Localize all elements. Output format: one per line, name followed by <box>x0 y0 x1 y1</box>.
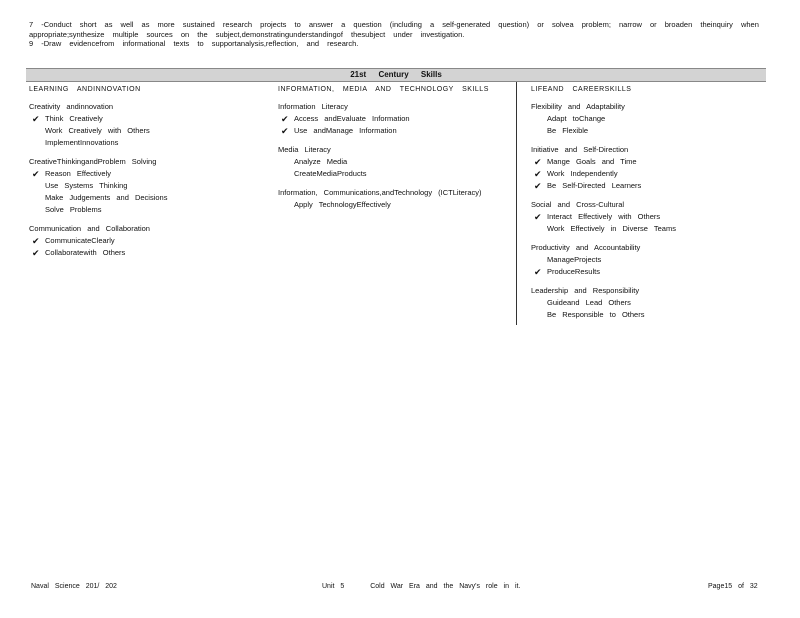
checkmark-icon: ✔ <box>534 267 542 277</box>
skill-item-label: Mange Goals and Time <box>547 157 637 166</box>
skill-group-title: Creativity andinnovation <box>29 102 114 111</box>
skill-group <box>278 145 508 180</box>
skill-item-label: Make Judgements and Decisions <box>45 193 168 202</box>
skill-item <box>29 113 269 125</box>
checkmark-icon: ✔ <box>32 236 40 246</box>
skill-item-label: Access andEvaluate Information <box>294 114 410 123</box>
skill-item <box>278 125 508 137</box>
skill-item-label: Be Self-Directed Learners <box>547 181 642 190</box>
skill-item-label: ImplementInnovations <box>45 138 119 147</box>
footer-unit <box>322 583 520 590</box>
standards-text <box>29 20 769 49</box>
checkmark-icon: ✔ <box>32 248 40 258</box>
checkmark-icon: ✔ <box>281 114 289 124</box>
column-learning-innovation <box>29 86 269 267</box>
checkmark-icon: ✔ <box>534 181 542 191</box>
footer-unit-title: Cold War Era and the Navy's role in it. <box>370 583 521 590</box>
skill-item-label: Work Effectively in Diverse Teams <box>547 224 676 233</box>
skills-table <box>26 68 766 327</box>
standard-line: 9 -Draw evidencefrom informational texts to supportanalysis,reflection, and research. <box>29 39 359 48</box>
checkmark-icon: ✔ <box>534 169 542 179</box>
skill-group-title: CreativeThinkingandProblem Solving <box>29 157 157 166</box>
skill-item-label: Work Creatively with Others <box>45 126 150 135</box>
skill-item-label: Use andManage Information <box>294 126 397 135</box>
standard-line: appropriate;synthesize multiple sources on the subject,demonstratingunderstandingof thesubject under investigation. <box>29 29 465 39</box>
skill-item <box>278 199 508 211</box>
skill-item-label: Adapt toChange <box>547 114 606 123</box>
skill-group-title: Communication and Collaboration <box>29 224 150 233</box>
skill-item <box>29 247 269 259</box>
checkmark-icon: ✔ <box>534 157 542 167</box>
column-life-career <box>531 86 761 329</box>
skill-item <box>531 168 761 180</box>
skill-item-label: Use Systems Thinking <box>45 181 128 190</box>
checkmark-icon: ✔ <box>534 212 542 222</box>
skill-group <box>531 243 761 278</box>
skill-group <box>531 102 761 137</box>
skill-item-label: Apply TechnologyEffectively <box>294 200 391 209</box>
table-title: 21st Century Skills <box>26 68 766 82</box>
skill-group-title: Flexibility and Adaptability <box>531 102 625 111</box>
skill-item-label: ManageProjects <box>547 255 602 264</box>
skill-item <box>531 309 761 321</box>
footer-page: Page15 of 32 <box>708 583 758 590</box>
skill-group <box>29 224 269 259</box>
skill-item-label: Solve Problems <box>45 205 102 214</box>
skill-item <box>531 297 761 309</box>
skill-item-label: Be Flexible <box>547 126 589 135</box>
skill-item-label: Work Independently <box>547 169 618 178</box>
table-columns <box>26 82 766 327</box>
skill-item <box>29 204 269 216</box>
column-heading: INFORMATION, MEDIA AND TECHNOLOGY SKILLS <box>278 86 489 93</box>
checkmark-icon: ✔ <box>32 114 40 124</box>
skill-item-label: CreateMediaProducts <box>294 169 367 178</box>
skill-item <box>278 168 508 180</box>
skill-group <box>278 188 508 211</box>
skill-item <box>278 156 508 168</box>
skill-item <box>531 266 761 278</box>
skill-item-label: Interact Effectively with Others <box>547 212 661 221</box>
skill-item-label: CommunicateClearly <box>45 236 115 245</box>
footer-unit-number: Unit 5 <box>322 583 345 590</box>
skill-group-title: Media Literacy <box>278 145 331 154</box>
skill-item <box>531 211 761 223</box>
skill-item <box>531 125 761 137</box>
skill-item-label: Collaboratewith Others <box>45 248 126 257</box>
skill-group-title: Initiative and Self-Direction <box>531 145 629 154</box>
checkmark-icon: ✔ <box>281 126 289 136</box>
skill-group-title: Leadership and Responsibility <box>531 286 640 295</box>
skill-item <box>531 223 761 235</box>
skill-group <box>531 145 761 192</box>
skill-item <box>531 113 761 125</box>
skill-group-title: Information, Communications,andTechnology (ICTLiteracy) <box>278 188 482 197</box>
skill-item <box>531 254 761 266</box>
column-information-media-technology <box>278 86 508 219</box>
skill-group <box>29 102 269 149</box>
skill-item-label: Analyze Media <box>294 157 348 166</box>
skill-item <box>29 235 269 247</box>
skill-group <box>29 157 269 216</box>
skill-group <box>278 102 508 137</box>
skill-item-label: Guideand Lead Others <box>547 298 631 307</box>
footer-course: Naval Science 201/ 202 <box>31 583 117 590</box>
skill-item-label: Reason Effectively <box>45 169 111 178</box>
skill-item-label: Be Responsible to Others <box>547 310 645 319</box>
skill-item <box>29 168 269 180</box>
skill-group-title: Productivity and Accountability <box>531 243 641 252</box>
column-heading: LEARNING ANDINNOVATION <box>29 86 141 93</box>
skill-item-label: ProduceResults <box>547 267 600 276</box>
skill-item <box>531 156 761 168</box>
skill-group <box>531 200 761 235</box>
column-heading: LIFEAND CAREERSKILLS <box>531 86 632 93</box>
checkmark-icon: ✔ <box>32 169 40 179</box>
column-divider <box>516 82 517 325</box>
standard-line: 7 -Conduct short as well as more sustained research projects to answer a question (including a self-generated question) or solvea problem; narrow or broaden theinquiry when <box>29 20 759 29</box>
skill-item <box>29 192 269 204</box>
skill-item-label: Think Creatively <box>45 114 103 123</box>
skill-item <box>531 180 761 192</box>
skill-group <box>531 286 761 321</box>
skill-group-title: Social and Cross-Cultural <box>531 200 625 209</box>
skill-item <box>29 125 269 137</box>
skill-item <box>278 113 508 125</box>
skill-item <box>29 180 269 192</box>
skill-group-title: Information Literacy <box>278 102 348 111</box>
skill-item <box>29 137 269 149</box>
